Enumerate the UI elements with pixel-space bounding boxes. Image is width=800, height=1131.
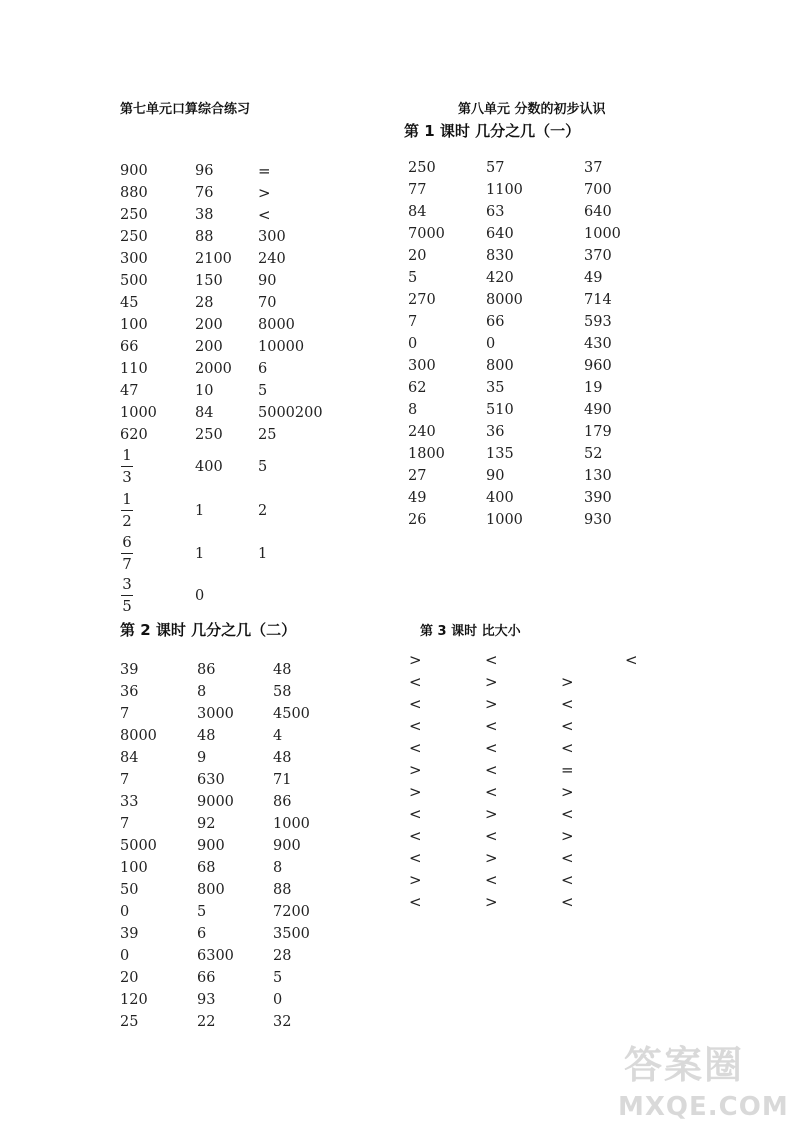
answer-cell: < — [485, 827, 498, 845]
answer-cell: 8 — [197, 684, 207, 700]
answer-cell: 120 — [120, 992, 148, 1008]
answer-cell: 100 — [120, 860, 148, 876]
answer-cell: 84 — [120, 750, 139, 766]
answer-cell: 250 — [120, 207, 148, 223]
fraction-bar — [121, 553, 133, 554]
answer-cell: 66 — [486, 314, 505, 330]
fraction-bar — [121, 510, 133, 511]
answer-cell: 880 — [120, 185, 148, 201]
answer-cell: > — [409, 761, 422, 779]
answer-cell: < — [561, 695, 574, 713]
answer-cell: 48 — [273, 662, 292, 678]
answer-cell: 33 — [120, 794, 139, 810]
answer-cell: 8000 — [120, 728, 157, 744]
answer-cell: 960 — [584, 358, 612, 374]
answer-cell: 28 — [195, 295, 214, 311]
answer-cell: 0 — [120, 948, 130, 964]
answer-cell: 49 — [408, 490, 427, 506]
answer-cell: 5 — [273, 970, 283, 986]
answer-cell: 930 — [584, 512, 612, 528]
answer-cell: 400 — [486, 490, 514, 506]
answer-cell: < — [561, 739, 574, 757]
answer-cell: 7 — [120, 816, 130, 832]
answer-cell: 10000 — [258, 339, 305, 355]
answer-cell: 8 — [273, 860, 283, 876]
answer-cell: 135 — [486, 446, 514, 462]
answer-cell: 5 — [197, 904, 207, 920]
answer-cell: < — [625, 651, 638, 669]
answer-cell: 96 — [195, 163, 214, 179]
answer-cell: = — [561, 761, 574, 779]
answer-cell: > — [561, 827, 574, 845]
lesson2-title: 第 2 课时 几分之几（二） — [120, 621, 297, 639]
answer-cell: < — [409, 673, 422, 691]
fraction-numerator: 3 — [122, 575, 132, 593]
answer-cell: 800 — [197, 882, 225, 898]
answer-cell: 4 — [273, 728, 283, 744]
answer-cell: 25 — [120, 1014, 139, 1030]
answer-cell: 58 — [273, 684, 292, 700]
answer-cell: 39 — [120, 662, 139, 678]
answer-cell: 8000 — [486, 292, 523, 308]
answer-cell: 50 — [120, 882, 139, 898]
answer-cell: 0 — [408, 336, 418, 352]
answer-cell: 47 — [120, 383, 139, 399]
fraction-bar — [121, 595, 133, 596]
answer-cell: > — [409, 871, 422, 889]
fraction-denominator: 3 — [122, 468, 132, 486]
answer-cell: 6300 — [197, 948, 234, 964]
answer-cell: 150 — [195, 273, 223, 289]
answer-cell: 630 — [197, 772, 225, 788]
answer-cell: > — [409, 783, 422, 801]
answer-cell: > — [485, 695, 498, 713]
answer-cell: 430 — [584, 336, 612, 352]
fraction-row — [120, 491, 360, 533]
answer-cell: 4500 — [273, 706, 310, 722]
answer-cell: 2 — [258, 503, 268, 519]
answer-cell: 7 — [408, 314, 418, 330]
answer-cell: 84 — [195, 405, 214, 421]
answer-cell: 38 — [195, 207, 214, 223]
answer-cell: < — [561, 717, 574, 735]
answer-cell: 300 — [408, 358, 436, 374]
answer-cell: > — [561, 673, 574, 691]
fraction-row — [120, 576, 360, 618]
answer-cell: 800 — [486, 358, 514, 374]
answer-cell: 66 — [197, 970, 216, 986]
answer-cell: 5000 — [120, 838, 157, 854]
answer-cell: 86 — [273, 794, 292, 810]
answer-cell: 3500 — [273, 926, 310, 942]
answer-cell: 36 — [120, 684, 139, 700]
answer-cell: 9 — [197, 750, 207, 766]
answer-cell: 88 — [195, 229, 214, 245]
answer-cell: 0 — [195, 588, 205, 604]
answer-cell: 400 — [195, 459, 223, 475]
answer-cell: 3000 — [197, 706, 234, 722]
answer-cell: 1800 — [408, 446, 445, 462]
answer-cell: < — [409, 717, 422, 735]
answer-cell: 92 — [197, 816, 216, 832]
answer-cell: < — [409, 739, 422, 757]
fraction — [120, 534, 134, 573]
answer-cell: < — [485, 761, 498, 779]
answer-cell: 2100 — [195, 251, 232, 267]
answer-cell: 57 — [486, 160, 505, 176]
answer-cell: 5 — [258, 459, 268, 475]
answer-cell: < — [409, 827, 422, 845]
answer-cell: 6 — [197, 926, 207, 942]
answer-cell: 390 — [584, 490, 612, 506]
lesson1-title: 第 1 课时 几分之几（一） — [404, 122, 581, 140]
answer-cell: > — [485, 805, 498, 823]
answer-cell: 900 — [273, 838, 301, 854]
answer-cell: 27 — [408, 468, 427, 484]
lesson3-title: 第 3 课时 比大小 — [420, 624, 521, 639]
watermark-logo: 答案圈 — [624, 1043, 745, 1087]
answer-cell: < — [561, 893, 574, 911]
fraction — [120, 447, 134, 486]
answer-cell: 1 — [195, 503, 205, 519]
answer-cell: 10 — [195, 383, 214, 399]
answer-cell: 71 — [273, 772, 292, 788]
answer-cell: 2000 — [195, 361, 232, 377]
answer-cell: 7200 — [273, 904, 310, 920]
fraction — [120, 491, 134, 530]
answer-cell: 19 — [584, 380, 603, 396]
answer-cell: 0 — [486, 336, 496, 352]
answer-cell: < — [485, 717, 498, 735]
answer-cell: 32 — [273, 1014, 292, 1030]
answer-cell: 250 — [408, 160, 436, 176]
answer-cell: 640 — [584, 204, 612, 220]
answer-cell: < — [485, 651, 498, 669]
fraction-numerator: 1 — [122, 446, 132, 464]
answer-cell: 250 — [195, 427, 223, 443]
answer-cell: 1000 — [584, 226, 621, 242]
answer-cell: 7000 — [408, 226, 445, 242]
answer-cell: 77 — [408, 182, 427, 198]
answer-cell: 35 — [486, 380, 505, 396]
answer-cell: 110 — [120, 361, 148, 377]
answer-cell: < — [409, 805, 422, 823]
answer-cell: 25 — [258, 427, 277, 443]
answer-cell: = — [258, 162, 271, 180]
answer-cell: 1 — [258, 546, 268, 562]
answer-cell: 830 — [486, 248, 514, 264]
answer-cell: < — [409, 695, 422, 713]
answer-cell: 700 — [584, 182, 612, 198]
answer-cell: < — [485, 783, 498, 801]
answer-cell: 63 — [486, 204, 505, 220]
answer-cell: 490 — [584, 402, 612, 418]
answer-cell: 593 — [584, 314, 612, 330]
answer-cell: 200 — [195, 339, 223, 355]
answer-cell: < — [485, 739, 498, 757]
answer-cell: 26 — [408, 512, 427, 528]
answer-cell: < — [409, 893, 422, 911]
watermark-url: MXQE.COM — [618, 1092, 789, 1122]
answer-cell: 20 — [120, 970, 139, 986]
answer-cell: 179 — [584, 424, 612, 440]
answer-cell: 0 — [120, 904, 130, 920]
answer-cell: 8 — [408, 402, 418, 418]
answer-cell: 100 — [120, 317, 148, 333]
answer-cell: 90 — [258, 273, 277, 289]
answer-cell: 900 — [197, 838, 225, 854]
answer-cell: > — [485, 673, 498, 691]
fraction-row — [120, 534, 360, 576]
answer-cell: 76 — [195, 185, 214, 201]
answer-cell: 7 — [120, 706, 130, 722]
answer-cell: 714 — [584, 292, 612, 308]
answer-cell: < — [561, 805, 574, 823]
answer-cell: 49 — [584, 270, 603, 286]
answer-cell: > — [561, 783, 574, 801]
answer-cell: > — [485, 893, 498, 911]
answer-cell: 900 — [120, 163, 148, 179]
fraction-denominator: 7 — [122, 555, 132, 573]
answer-cell: 420 — [486, 270, 514, 286]
answer-cell: < — [561, 849, 574, 867]
answer-cell: 200 — [195, 317, 223, 333]
answer-cell: > — [409, 651, 422, 669]
answer-cell: 240 — [258, 251, 286, 267]
answer-cell: 240 — [408, 424, 436, 440]
answer-cell: 66 — [120, 339, 139, 355]
answer-cell: 86 — [197, 662, 216, 678]
fraction-denominator: 5 — [122, 597, 132, 615]
answer-cell: 68 — [197, 860, 216, 876]
answer-cell: 22 — [197, 1014, 216, 1030]
fraction-bar — [121, 466, 133, 467]
answer-cell: 28 — [273, 948, 292, 964]
answer-cell: 0 — [273, 992, 283, 1008]
answer-cell: 6 — [258, 361, 268, 377]
answer-cell: < — [409, 849, 422, 867]
answer-cell: 1 — [195, 546, 205, 562]
answer-cell: 39 — [120, 926, 139, 942]
answer-cell: 300 — [258, 229, 286, 245]
answer-cell: 48 — [273, 750, 292, 766]
answer-cell: 7 — [120, 772, 130, 788]
answer-cell: < — [258, 206, 271, 224]
answer-cell: 8000 — [258, 317, 295, 333]
fraction-numerator: 1 — [122, 490, 132, 508]
answer-cell: 640 — [486, 226, 514, 242]
answer-cell: 9000 — [197, 794, 234, 810]
answer-cell: > — [485, 849, 498, 867]
answer-cell: 52 — [584, 446, 603, 462]
fraction-row — [120, 447, 360, 489]
answer-cell: 37 — [584, 160, 603, 176]
answer-cell: 20 — [408, 248, 427, 264]
answer-cell: 70 — [258, 295, 277, 311]
answer-cell: 250 — [120, 229, 148, 245]
answer-cell: 620 — [120, 427, 148, 443]
answer-cell: 500 — [120, 273, 148, 289]
answer-cell: 88 — [273, 882, 292, 898]
answer-cell: > — [258, 184, 271, 202]
answer-cell: 370 — [584, 248, 612, 264]
answer-cell: 270 — [408, 292, 436, 308]
answer-cell: 36 — [486, 424, 505, 440]
answer-cell: 5 — [258, 383, 268, 399]
answer-cell: 5 — [408, 270, 418, 286]
fraction — [120, 576, 134, 615]
unit7-title: 第七单元口算综合练习 — [120, 102, 251, 117]
answer-cell: 1000 — [486, 512, 523, 528]
fraction-numerator: 6 — [122, 533, 132, 551]
answer-cell: 48 — [197, 728, 216, 744]
answer-cell: 1000 — [120, 405, 157, 421]
answer-cell: 130 — [584, 468, 612, 484]
answer-cell: 45 — [120, 295, 139, 311]
answer-cell: < — [561, 871, 574, 889]
answer-cell: 90 — [486, 468, 505, 484]
answer-cell: 1100 — [486, 182, 523, 198]
answer-cell: 84 — [408, 204, 427, 220]
answer-cell: 93 — [197, 992, 216, 1008]
answer-cell: < — [485, 871, 498, 889]
answer-cell: 5000200 — [258, 405, 323, 421]
fraction-denominator: 2 — [122, 512, 132, 530]
answer-cell: 300 — [120, 251, 148, 267]
answer-cell: 510 — [486, 402, 514, 418]
answer-cell: 1000 — [273, 816, 310, 832]
unit8-title: 第八单元 分数的初步认识 — [458, 102, 606, 117]
answer-cell: 62 — [408, 380, 427, 396]
